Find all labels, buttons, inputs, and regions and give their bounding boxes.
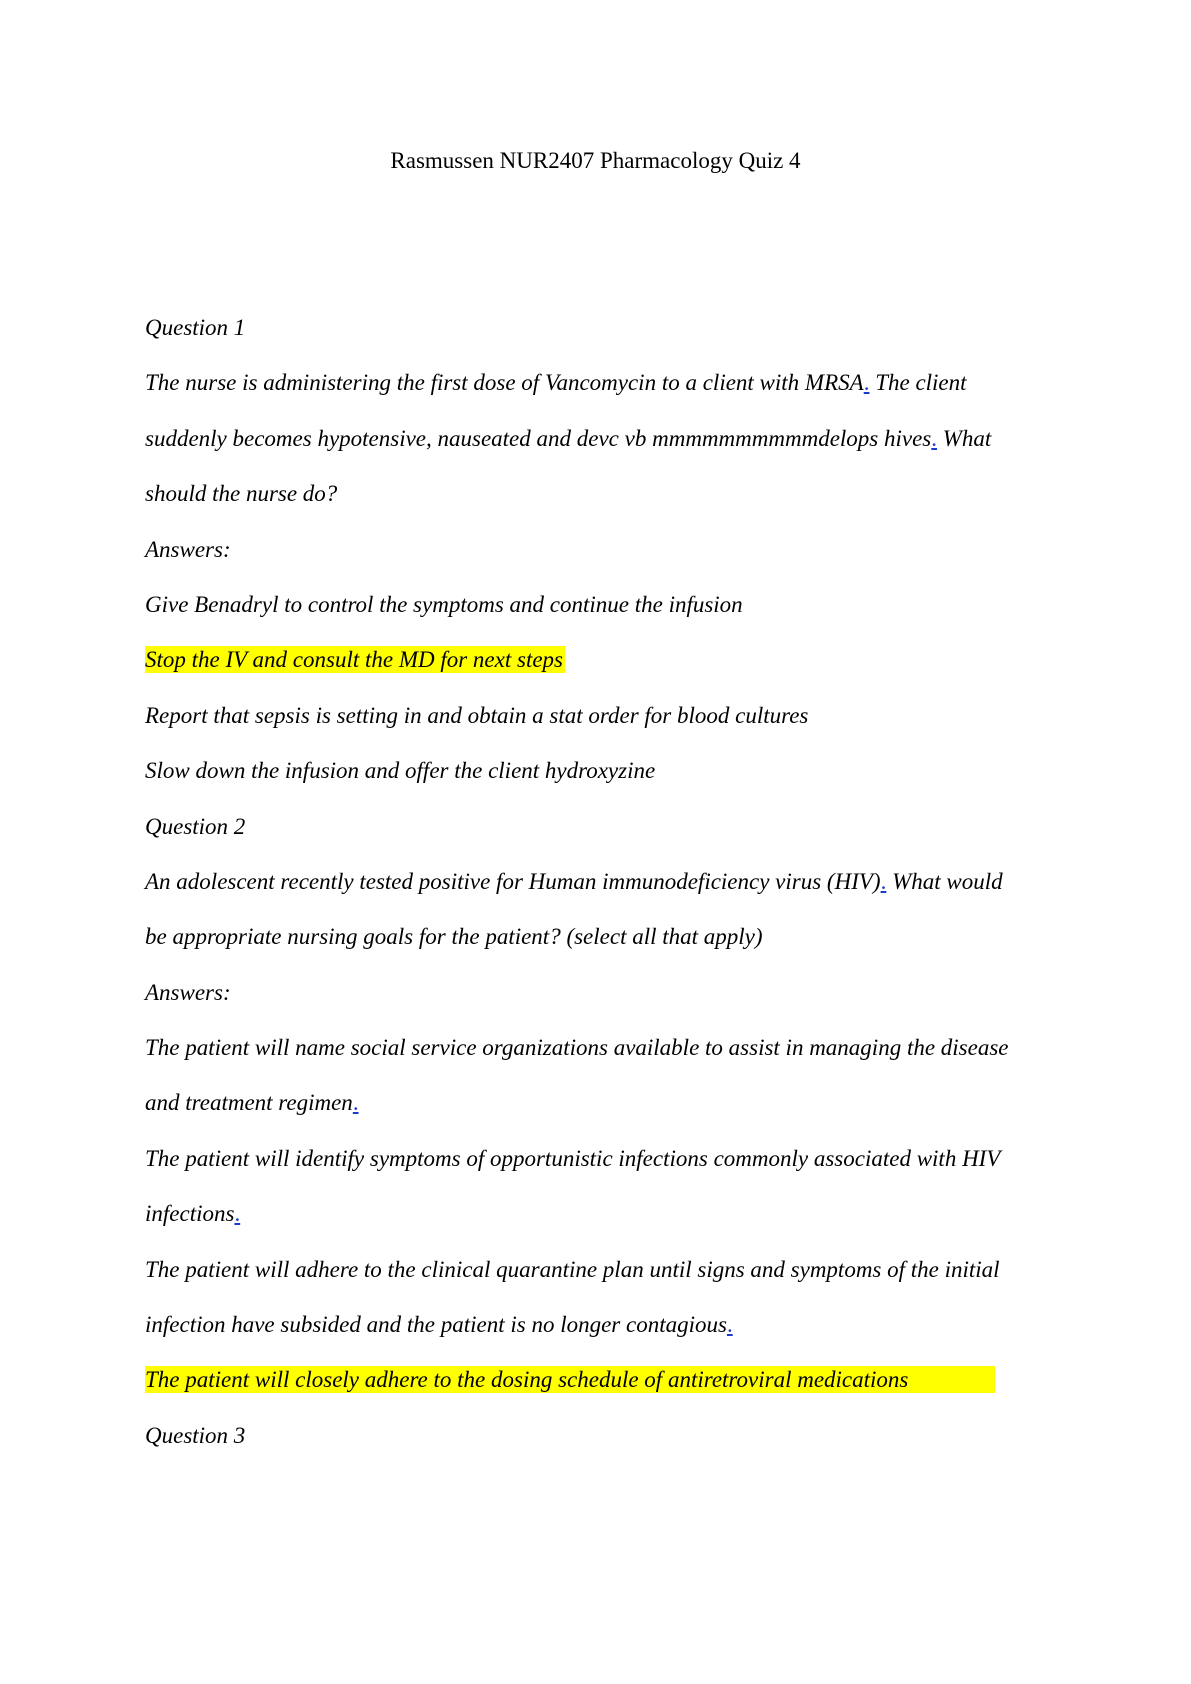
period-link[interactable]: . — [880, 868, 887, 894]
document-title: Rasmussen NUR2407 Pharmacology Quiz 4 — [390, 148, 801, 173]
question-2-answer-1-line-2: and treatment regimen. — [145, 1090, 359, 1116]
question-1-answer-4: Slow down the infusion and offer the client hydroxyzine — [145, 758, 656, 784]
question-2-answer-3-line-1: The patient will adhere to the clinical quarantine plan until signs and symptoms of the initial — [145, 1256, 1000, 1282]
question-2-text-line-1: An adolescent recently tested positive for Human immunodeficiency virus (HIV). What would — [145, 868, 1003, 894]
question-2-answer-3-line-2: infection have subsided and the patient is no longer contagious. — [145, 1312, 733, 1338]
question-1-answer-2-highlighted — [145, 632, 1065, 687]
question-3-heading: Question 3 — [145, 1422, 246, 1448]
question-1-answer-3: Report that sepsis is setting in and obtain a stat order for blood cultures — [145, 702, 809, 728]
period-link[interactable]: . — [352, 1090, 359, 1116]
question-2-answer-2-line-2: infections. — [145, 1201, 241, 1227]
answer-highlight: Stop the IV and consult the MD for next steps — [145, 647, 563, 673]
quiz-body — [145, 300, 1065, 1463]
question-1-answer-1: Give Benadryl to control the symptoms and continue the infusion — [145, 591, 743, 617]
period-link[interactable]: . — [726, 1312, 733, 1338]
period-link[interactable]: . — [863, 370, 870, 396]
question-2-heading: Question 2 — [145, 813, 246, 839]
question-2-answer-4-highlighted — [145, 1352, 1065, 1407]
period-link[interactable]: . — [234, 1201, 241, 1227]
question-1-text-line-2: suddenly becomes hypotensive, nauseated and devc vb mmmmmmmmmmdelops hives. What — [145, 425, 992, 451]
question-1-answers-label: Answers: — [145, 536, 231, 562]
question-1-text-line-1: The nurse is administering the first dose of Vancomycin to a client with MRSA. The client — [145, 370, 967, 396]
question-1-heading: Question 1 — [145, 315, 246, 340]
question-2-answer-1-line-1: The patient will name social service organizations available to assist in managing the disease — [145, 1035, 1009, 1061]
question-2-answers-label: Answers: — [145, 979, 231, 1005]
question-2-text-line-2: be appropriate nursing goals for the patient? (select all that apply) — [145, 924, 763, 950]
period-link[interactable]: . — [931, 425, 938, 451]
question-1-text-line-3: should the nurse do? — [145, 481, 338, 507]
question-2-answer-2-line-1: The patient will identify symptoms of opportunistic infections commonly associated with HIV — [145, 1145, 1001, 1171]
answer-highlight: The patient will closely adhere to the dosing schedule of antiretroviral medications — [145, 1366, 995, 1393]
